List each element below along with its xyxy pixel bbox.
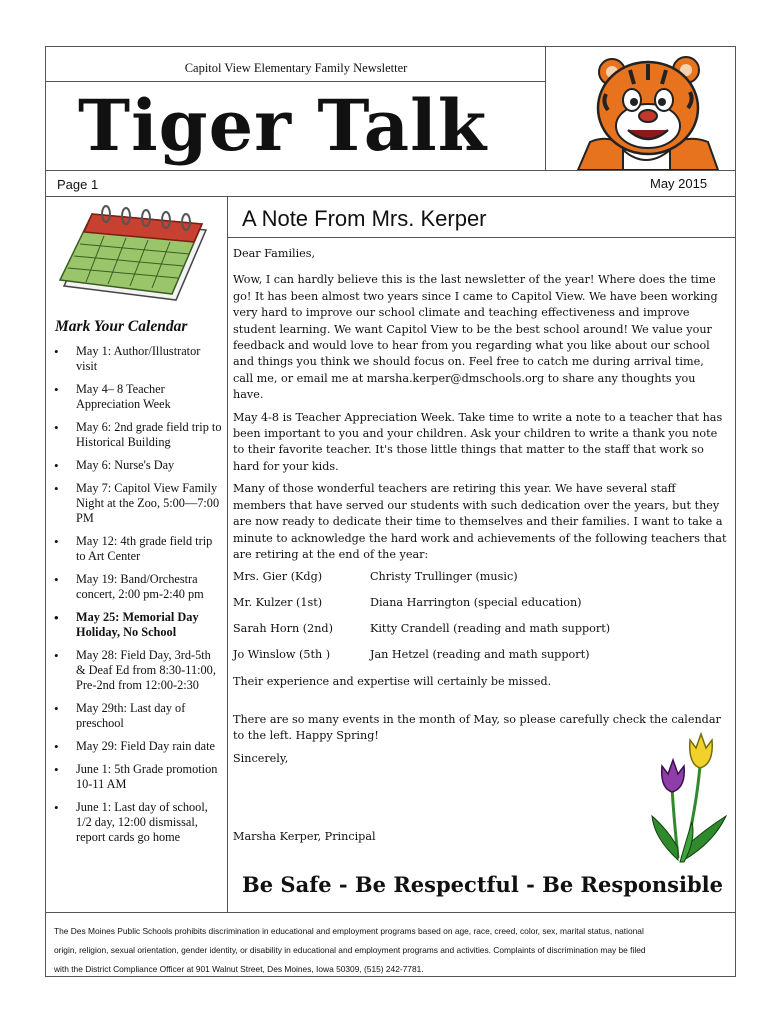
frame-top [45, 46, 736, 47]
calendar-event: • May 4– 8 Teacher Appreciation Week [52, 382, 222, 412]
signature: Marsha Kerper, Principal [233, 830, 376, 843]
salutation: Dear Families, [233, 247, 316, 260]
retiree-name: Jo Winslow (5th ) [233, 648, 331, 661]
closing: Sincerely, [233, 752, 289, 765]
calendar-event: • May 12: 4th grade field trip to Art Center [52, 534, 222, 564]
newsletter-tagline: Capitol View Elementary Family Newsletter [184, 61, 408, 75]
note-title: A Note From Mrs. Kerper [242, 206, 487, 231]
header-divider-2 [45, 170, 736, 171]
calendar-event: • June 1: 5th Grade promotion 10-11 AM [52, 762, 222, 792]
retiree-name: Christy Trullinger (music) [370, 570, 518, 583]
frame-left [45, 46, 46, 977]
retiree-name: Sarah Horn (2nd) [233, 622, 333, 635]
letter-paragraph: There are so many events in the month of May, so please carefully check the calendar to the left. Happy Spring! [233, 713, 721, 743]
letter-paragraph: Their experience and expertise will certainly be missed. [233, 675, 552, 688]
letter-paragraph: Wow, I can hardly believe this is the last newsletter of the year! Where does the time go! It has been almost two years since I came to Capitol View. We have been working very hard to improve our school climate and teaching effectiveness and improve student learning. We want Capitol View to be the best school around! We value your feedback and would love to hear from you regarding what you like about our school and things you think we should focus on. Feel free to catch me during arrival time, call me, or email me at marsha.kerper@dmschools.org to share any thoughts you have. [233, 273, 718, 402]
retiree-name: Kitty Crandell (reading and math support) [370, 622, 611, 635]
calendar-event: • May 28: Field Day, 3rd-5th & Deaf Ed from 8:30-11:00, Pre-2nd from 12:00-2:30 [52, 648, 222, 693]
title-underline [227, 237, 736, 238]
frame-right [735, 46, 736, 977]
calendar-event: • May 1: Author/Illustrator visit [52, 344, 222, 374]
column-divider [227, 196, 228, 912]
retiree-name: Mr. Kulzer (1st) [233, 596, 323, 609]
calendar-event: • May 25: Memorial Day Holiday, No School [52, 610, 222, 640]
calendar-event: • May 19: Band/Orchestra concert, 2:00 pm-2:40 pm [52, 572, 222, 602]
retiree-name: Jan Hetzel (reading and math support) [370, 648, 590, 661]
page-number: Page 1 [57, 177, 99, 192]
school-motto: Be Safe - Be Respectful - Be Responsible [242, 872, 723, 897]
calendar-event: • May 29th: Last day of preschool [52, 701, 222, 731]
letter-body [233, 246, 727, 563]
tiger-mascot-illustration [568, 50, 726, 170]
calendar-event-list [52, 344, 222, 853]
calendar-illustration [56, 200, 216, 310]
calendar-event: • May 6: 2nd grade field trip to Historical Building [52, 420, 222, 450]
header-divider-1 [45, 81, 546, 82]
calendar-event: • June 1: Last day of school, 1/2 day, 12:00 dismissal, report cards go home [52, 800, 222, 845]
header-divider-3 [45, 196, 736, 197]
letter-paragraph: Many of those wonderful teachers are retiring this year. We have several staff members that have served our students with such dedication over the years, but they are now ready to dedicate their time to themselves and their families. I want to take a minute to acknowledge the hard work and achievements of the following teachers that are retiring at the end of the year: [233, 482, 727, 561]
calendar-event: • May 29: Field Day rain date [52, 739, 222, 754]
calendar-event: • May 6: Nurse's Day [52, 458, 222, 473]
footer-line: with the District Compliance Officer at 901 Walnut Street, Des Moines, Iowa 50309, (515) 242-7781. [54, 964, 424, 974]
nondiscrimination-footer [54, 922, 730, 979]
issue-date: May 2015 [650, 176, 708, 191]
letter-paragraph: May 4-8 is Teacher Appreciation Week. Take time to write a note to a teacher that has been important to you and your children. Ask your children to write a thank you note to their favorite teacher. It's those little things that matter to the staff that work so hard for your kids. [233, 410, 723, 473]
masthead-title: Tiger Talk [78, 84, 488, 167]
calendar-event: • May 7: Capitol View Family Night at the Zoo, 5:00—7:00 PM [52, 481, 222, 526]
footer-line: origin, religion, sexual orientation, gender identity, or disability in educational and employment programs and activities. Complaints of discrimination may be filed [54, 945, 646, 955]
tulips-illustration [648, 730, 730, 864]
retiree-name: Mrs. Gier (Kdg) [233, 570, 323, 583]
footer-line: The Des Moines Public Schools prohibits discrimination in educational and employment programs based on age, race, creed, color, sex, marital status, national [54, 926, 644, 936]
calendar-heading: Mark Your Calendar [55, 318, 188, 335]
retiree-name: Diana Harrington (special education) [370, 596, 582, 609]
footer-divider [45, 912, 736, 913]
